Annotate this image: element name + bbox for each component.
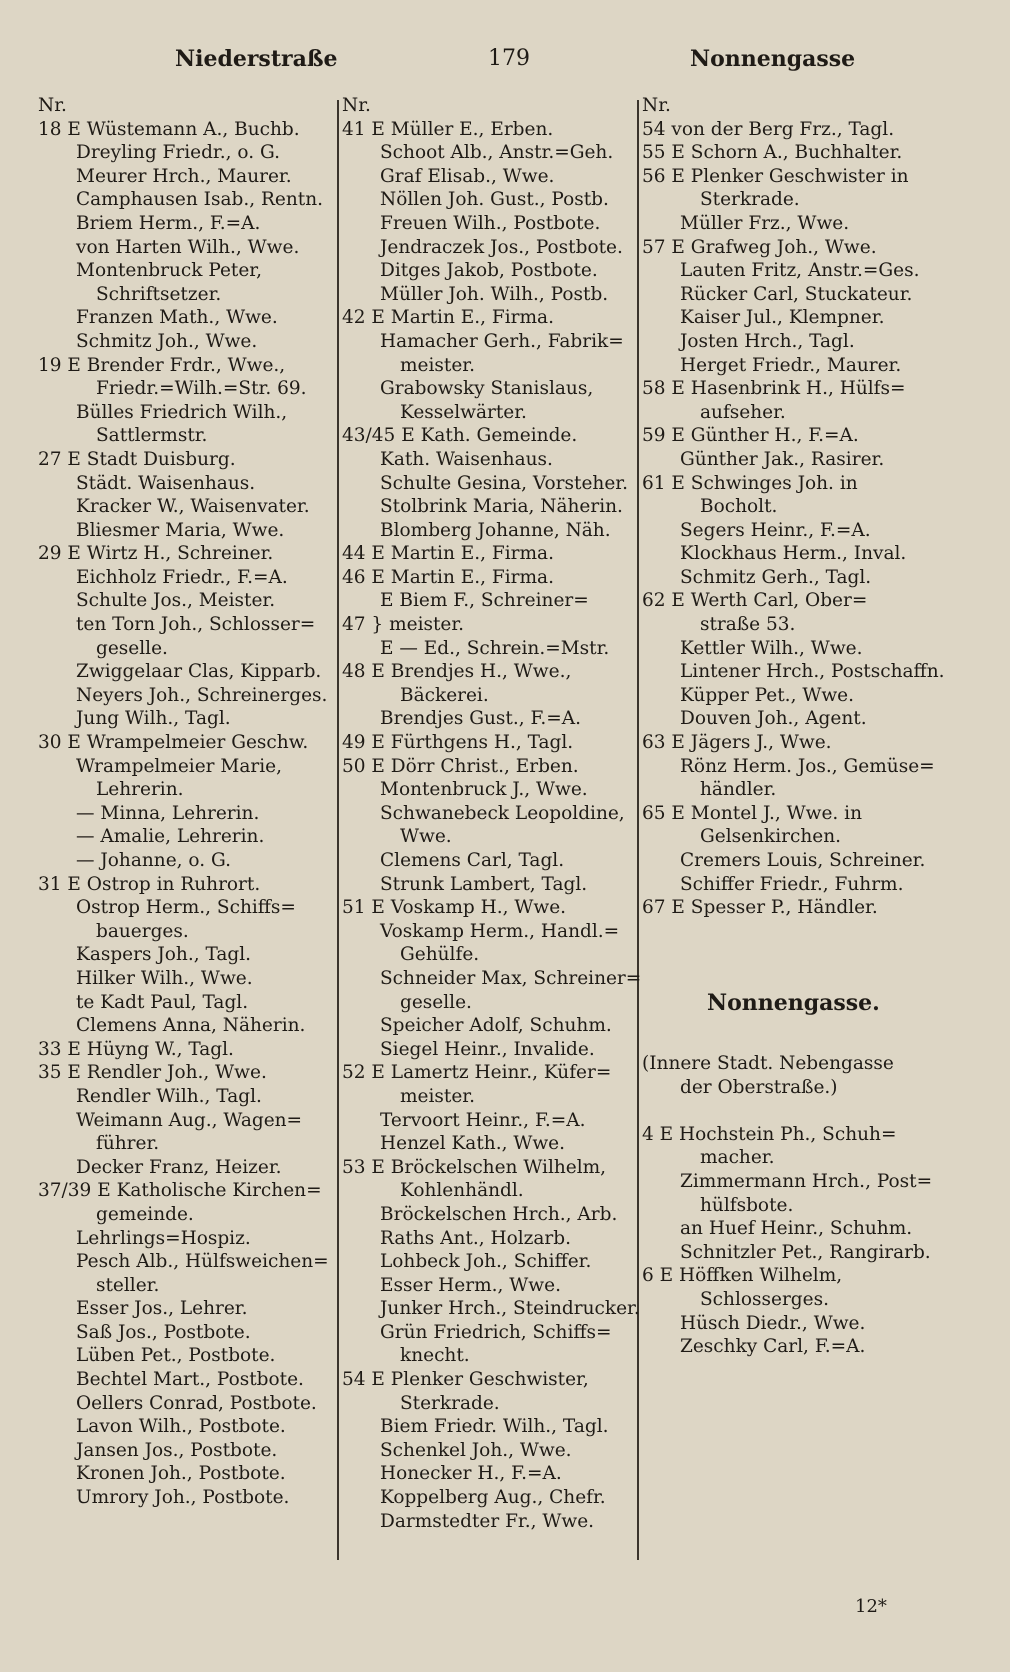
directory-entry-line: Neyers Joh., Schreinerges. [76, 684, 328, 706]
directory-entry-line: — Amalie, Lehrerin. [76, 826, 265, 848]
directory-entry-line: Herget Friedr., Maurer. [680, 354, 902, 376]
directory-entry-line: Wwe. [400, 826, 452, 848]
footer-signature: 12* [855, 1596, 887, 1617]
header-right-street: Nonnengasse [690, 46, 856, 72]
directory-entry-line: geselle. [96, 637, 168, 659]
column-3 [642, 94, 945, 920]
directory-entry-line: Decker Franz, Heizer. [76, 1156, 282, 1178]
directory-entry-line: 4 E Hochstein Ph., Schuh= [642, 1123, 897, 1145]
directory-entry-line: 52 E Lamertz Heinr., Küfer= [342, 1062, 612, 1084]
directory-entry-line: 46 E Martin E., Firma. [342, 566, 554, 588]
directory-entry-line: Schoot Alb., Anstr.=Geh. [380, 142, 614, 164]
directory-entry-line: Segers Heinr., F.=A. [680, 519, 871, 541]
directory-entry-line: Lauten Fritz, Anstr.=Ges. [680, 260, 920, 282]
directory-entry-line: 55 E Schorn A., Buchhalter. [642, 142, 903, 164]
directory-entry-line: — Johanne, o. G. [76, 850, 231, 871]
directory-entry-line: 31 E Ostrop in Ruhrort. [38, 873, 261, 895]
directory-entry-line: Esser Jos., Lehrer. [76, 1298, 248, 1320]
directory-entry-line: Blomberg Johanne, Näh. [380, 519, 611, 541]
directory-entry-line: knecht. [400, 1345, 470, 1367]
directory-entry-line: Städt. Waisenhaus. [76, 472, 256, 494]
directory-entry-line: Lintener Hrch., Postschaffn. [680, 661, 945, 683]
directory-entry-line: Lohbeck Joh., Schiffer. [380, 1251, 592, 1273]
directory-entry-line: Schriftsetzer. [96, 283, 222, 305]
directory-entry-line: 63 E Jägers J., Wwe. [642, 732, 832, 754]
directory-entry-line: 67 E Spesser P., Händler. [642, 897, 878, 919]
directory-entry-line: E Biem F., Schreiner= [380, 590, 589, 612]
directory-entry-line: Bröckelschen Hrch., Arb. [380, 1203, 618, 1225]
directory-entry-line: 58 E Hasenbrink H., Hülfs= [642, 378, 906, 400]
directory-entry-line: Schmitz Gerh., Tagl. [680, 566, 872, 588]
directory-entry-line: Wrampelmeier Marie, [76, 755, 282, 777]
directory-entry-line: Weimann Aug., Wagen= [76, 1109, 303, 1131]
directory-entry-line: 59 E Günther H., F.=A. [642, 425, 859, 447]
directory-entry-line: Rendler Wilh., Tagl. [76, 1085, 262, 1107]
directory-entry-line: Bäckerei. [400, 684, 489, 706]
directory-entry-line: Brendjes Gust., F.=A. [380, 708, 582, 730]
directory-entry-line: Zeschky Carl, F.=A. [680, 1336, 866, 1358]
directory-entry-line: Sattlermstr. [96, 425, 208, 447]
directory-entry-line: Schulte Gesina, Vorsteher. [380, 472, 628, 494]
directory-entry-line: Strunk Lambert, Tagl. [380, 873, 588, 895]
directory-entry-line: Schwanebeck Leopoldine, [380, 802, 625, 824]
directory-entry-line: Koppelberg Aug., Chefr. [380, 1487, 606, 1509]
directory-entry-line: hülfsbote. [700, 1194, 794, 1216]
directory-entry-line: Kaspers Joh., Tagl. [76, 944, 252, 966]
directory-entry-line: Schulte Jos., Meister. [76, 590, 276, 612]
directory-entry-line: te Kadt Paul, Tagl. [76, 991, 249, 1013]
directory-entry-line: Ditges Jakob, Postbote. [380, 260, 598, 282]
directory-entry-line: Schnitzler Pet., Rangirarb. [680, 1241, 931, 1263]
directory-entry-line: Clemens Carl, Tagl. [380, 850, 565, 871]
directory-entry-line: Nr. [38, 95, 67, 116]
section-desc-line: (Innere Stadt. Nebengasse [642, 1053, 894, 1074]
directory-entry-line: Nöllen Joh. Gust., Postb. [380, 189, 609, 211]
directory-entry-line: Zimmermann Hrch., Post= [680, 1170, 933, 1192]
directory-entry-line: Briem Herm., F.=A. [76, 212, 261, 234]
directory-entry-line: 18 E Wüstemann A., Buchb. [38, 118, 300, 140]
section-title: Nonnengasse. [707, 990, 880, 1016]
directory-entry-line: Umrory Joh., Postbote. [76, 1487, 290, 1509]
header-left-street: Niederstraße [175, 46, 338, 72]
directory-entry-line: Küpper Pet., Wwe. [680, 684, 855, 706]
column-divider [637, 100, 639, 1560]
directory-entry-line: Grün Friedrich, Schiffs= [380, 1321, 612, 1343]
directory-entry-line: Jendraczek Jos., Postbote. [380, 236, 623, 258]
directory-entry-line: 53 E Bröckelschen Wilhelm, [342, 1156, 607, 1178]
directory-entry-line: 49 E Fürthgens H., Tagl. [342, 732, 574, 754]
directory-entry-line: Meurer Hrch., Maurer. [76, 165, 292, 187]
column-2 [342, 94, 642, 1533]
directory-entry-line: Franzen Math., Wwe. [76, 307, 278, 329]
directory-entry-line: Günther Jak., Rasirer. [680, 448, 885, 470]
directory-entry-line: 51 E Voskamp H., Wwe. [342, 897, 567, 919]
directory-entry-line: Raths Ant., Holzarb. [380, 1227, 571, 1249]
section-entries [642, 1123, 942, 1359]
directory-entry-line: 43/45 E Kath. Gemeinde. [342, 425, 578, 447]
directory-entry-line: Kath. Waisenhaus. [380, 448, 553, 470]
section-block [642, 1052, 942, 1359]
directory-entry-line: Saß Jos., Postbote. [76, 1321, 251, 1343]
directory-entry-line: Kesselwärter. [400, 401, 527, 423]
directory-entry-line: 37/39 E Katholische Kirchen= [38, 1180, 322, 1202]
directory-entry-line: Freuen Wilh., Postbote. [380, 212, 601, 234]
directory-entry-line: Josten Hrch., Tagl. [680, 330, 855, 352]
directory-entry-line: steller. [96, 1274, 160, 1296]
directory-entry-line: Speicher Adolf, Schuhm. [380, 1015, 612, 1037]
directory-entry-line: 54 E Plenker Geschwister, [342, 1369, 589, 1391]
directory-entry-line: Kohlenhändl. [400, 1180, 524, 1202]
directory-entry-line: Voskamp Herm., Handl.= [380, 920, 620, 942]
directory-entry-line: Siegel Heinr., Invalide. [380, 1038, 595, 1060]
directory-entry-line: Klockhaus Herm., Inval. [680, 543, 907, 565]
directory-entry-line: aufseher. [700, 401, 786, 423]
directory-entry-line: Eichholz Friedr., F.=A. [76, 566, 288, 588]
directory-entry-line: Cremers Louis, Schreiner. [680, 850, 926, 871]
directory-entry-line: Hilker Wilh., Wwe. [76, 967, 253, 989]
directory-entry-line: Hüsch Diedr., Wwe. [680, 1312, 866, 1334]
directory-entry-line: Junker Hrch., Steindrucker. [380, 1298, 640, 1320]
directory-entry-line: Schlosserges. [700, 1288, 829, 1310]
directory-entry-line: Friedr.=Wilh.=Str. 69. [96, 378, 307, 400]
directory-entry-line: führer. [96, 1133, 160, 1155]
directory-entry-line: Esser Herm., Wwe. [380, 1274, 561, 1296]
directory-entry-line: Kettler Wilh., Wwe. [680, 637, 863, 659]
directory-entry-line: Sterkrade. [400, 1392, 500, 1414]
directory-entry-line: Müller Frz., Wwe. [680, 212, 850, 234]
directory-entry-line: Bliesmer Maria, Wwe. [76, 519, 285, 541]
directory-entry-line: Rönz Herm. Jos., Gemüse= [680, 755, 935, 777]
directory-entry-line: an Huef Heinr., Schuhm. [680, 1218, 913, 1240]
directory-entry-line: Jung Wilh., Tagl. [76, 708, 231, 730]
directory-entry-line: Lüben Pet., Postbote. [76, 1345, 276, 1367]
directory-entry-line: 6 E Höffken Wilhelm, [642, 1265, 843, 1287]
directory-entry-line: Douven Joh., Agent. [680, 708, 867, 730]
directory-entry-line: Henzel Kath., Wwe. [380, 1133, 566, 1155]
directory-entry-line: händler. [700, 779, 777, 801]
directory-entry-line: meister. [400, 1085, 475, 1107]
directory-entry-line: Honecker H., F.=A. [380, 1463, 562, 1485]
directory-entry-line: 48 E Brendjes H., Wwe., [342, 661, 572, 683]
directory-entry-line: — Minna, Lehrerin. [76, 802, 260, 824]
directory-entry-line: E — Ed., Schrein.=Mstr. [380, 637, 610, 659]
directory-entry-line: 41 E Müller E., Erben. [342, 118, 554, 140]
directory-entry-line: Lehrerin. [96, 779, 184, 801]
directory-entry-line: gemeinde. [96, 1203, 194, 1225]
directory-entry-line: Pesch Alb., Hülfsweichen= [76, 1251, 329, 1273]
directory-entry-line: Schenkel Joh., Wwe. [380, 1439, 572, 1461]
directory-entry-line: 42 E Martin E., Firma. [342, 307, 554, 329]
directory-entry-line: 19 E Brender Frdr., Wwe., [38, 354, 286, 376]
column-divider [337, 100, 339, 1560]
section-desc-line: der Oberstraße.) [680, 1076, 838, 1098]
directory-entry-line: Bocholt. [700, 496, 778, 518]
directory-entry-line: Ostrop Herm., Schiffs= [76, 897, 296, 919]
directory-entry-line: Kaiser Jul., Klempner. [680, 307, 885, 329]
directory-entry-line: 27 E Stadt Duisburg. [38, 448, 236, 470]
directory-entry-line: Lehrlings=Hospiz. [76, 1227, 251, 1249]
directory-entry-line: 61 E Schwinges Joh. in [642, 472, 858, 494]
directory-entry-line: von Harten Wilh., Wwe. [76, 236, 300, 258]
directory-entry-line: Sterkrade. [700, 189, 800, 211]
directory-entry-line: 62 E Werth Carl, Ober= [642, 590, 868, 612]
directory-entry-line: meister. [400, 354, 475, 376]
directory-entry-line: Oellers Conrad, Postbote. [76, 1392, 317, 1414]
directory-entry-line: ten Torn Joh., Schlosser= [76, 614, 316, 636]
directory-entry-line: Dreyling Friedr., o. G. [76, 142, 280, 164]
directory-entry-line: Bülles Friedrich Wilh., [76, 401, 288, 423]
directory-entry-line: Graf Elisab., Wwe. [380, 165, 555, 187]
directory-entry-line: Camphausen Isab., Rentn. [76, 189, 324, 211]
directory-entry-line: 65 E Montel J., Wwe. in [642, 802, 862, 824]
directory-entry-line: Zwiggelaar Clas, Kipparb. [76, 661, 322, 683]
directory-entry-line: Schneider Max, Schreiner= [380, 967, 642, 989]
directory-entry-line: Grabowsky Stanislaus, [380, 378, 594, 400]
directory-entry-line: Montenbruck Peter, [76, 260, 262, 282]
directory-entry-line: 57 E Grafweg Joh., Wwe. [642, 236, 877, 258]
directory-entry-line: Schiffer Friedr., Fuhrm. [680, 873, 904, 895]
directory-entry-line: Montenbruck J., Wwe. [380, 779, 588, 801]
directory-entry-line: Rücker Carl, Stuckateur. [680, 283, 913, 305]
directory-entry-line: Nr. [342, 95, 371, 116]
directory-entry-line: Kracker W., Waisenvater. [76, 496, 310, 518]
column-1 [38, 94, 328, 1510]
directory-entry-line: 50 E Dörr Christ., Erben. [342, 755, 579, 777]
directory-entry-line: 35 E Rendler Joh., Wwe. [38, 1062, 267, 1084]
directory-entry-line: 33 E Hüyng W., Tagl. [38, 1038, 234, 1060]
directory-entry-line: Gehülfe. [400, 944, 480, 966]
directory-entry-line: Hamacher Gerh., Fabrik= [380, 330, 624, 352]
directory-entry-line: straße 53. [700, 614, 796, 636]
directory-entry-line: Stolbrink Maria, Näherin. [380, 496, 623, 518]
directory-entry-line: Jansen Jos., Postbote. [76, 1439, 278, 1461]
directory-entry-line: Clemens Anna, Näherin. [76, 1015, 306, 1037]
page-number: 179 [488, 46, 530, 71]
directory-entry-line: geselle. [400, 991, 472, 1013]
directory-entry-line: Müller Joh. Wilh., Postb. [380, 283, 609, 305]
directory-entry-line: macher. [700, 1147, 775, 1169]
directory-entry-line: Tervoort Heinr., F.=A. [380, 1109, 586, 1131]
directory-entry-line: 44 E Martin E., Firma. [342, 543, 554, 565]
directory-entry-line: Biem Friedr. Wilh., Tagl. [380, 1416, 609, 1438]
directory-entry-line: Bechtel Mart., Postbote. [76, 1369, 304, 1391]
directory-entry-line: Darmstedter Fr., Wwe. [380, 1510, 595, 1532]
directory-entry-line: 47 } meister. [342, 614, 465, 636]
directory-entry-line: Nr. [642, 95, 671, 116]
directory-entry-line: 29 E Wirtz H., Schreiner. [38, 543, 274, 565]
directory-entry-line: bauerges. [96, 920, 189, 942]
directory-entry-line: 56 E Plenker Geschwister in [642, 165, 909, 187]
directory-entry-line: Schmitz Joh., Wwe. [76, 330, 258, 352]
directory-entry-line: Lavon Wilh., Postbote. [76, 1416, 286, 1438]
directory-entry-line: Kronen Joh., Postbote. [76, 1463, 286, 1485]
directory-entry-line: 54 von der Berg Frz., Tagl. [642, 118, 895, 140]
directory-entry-line: Gelsenkirchen. [700, 826, 841, 848]
directory-entry-line: 30 E Wrampelmeier Geschw. [38, 732, 309, 754]
